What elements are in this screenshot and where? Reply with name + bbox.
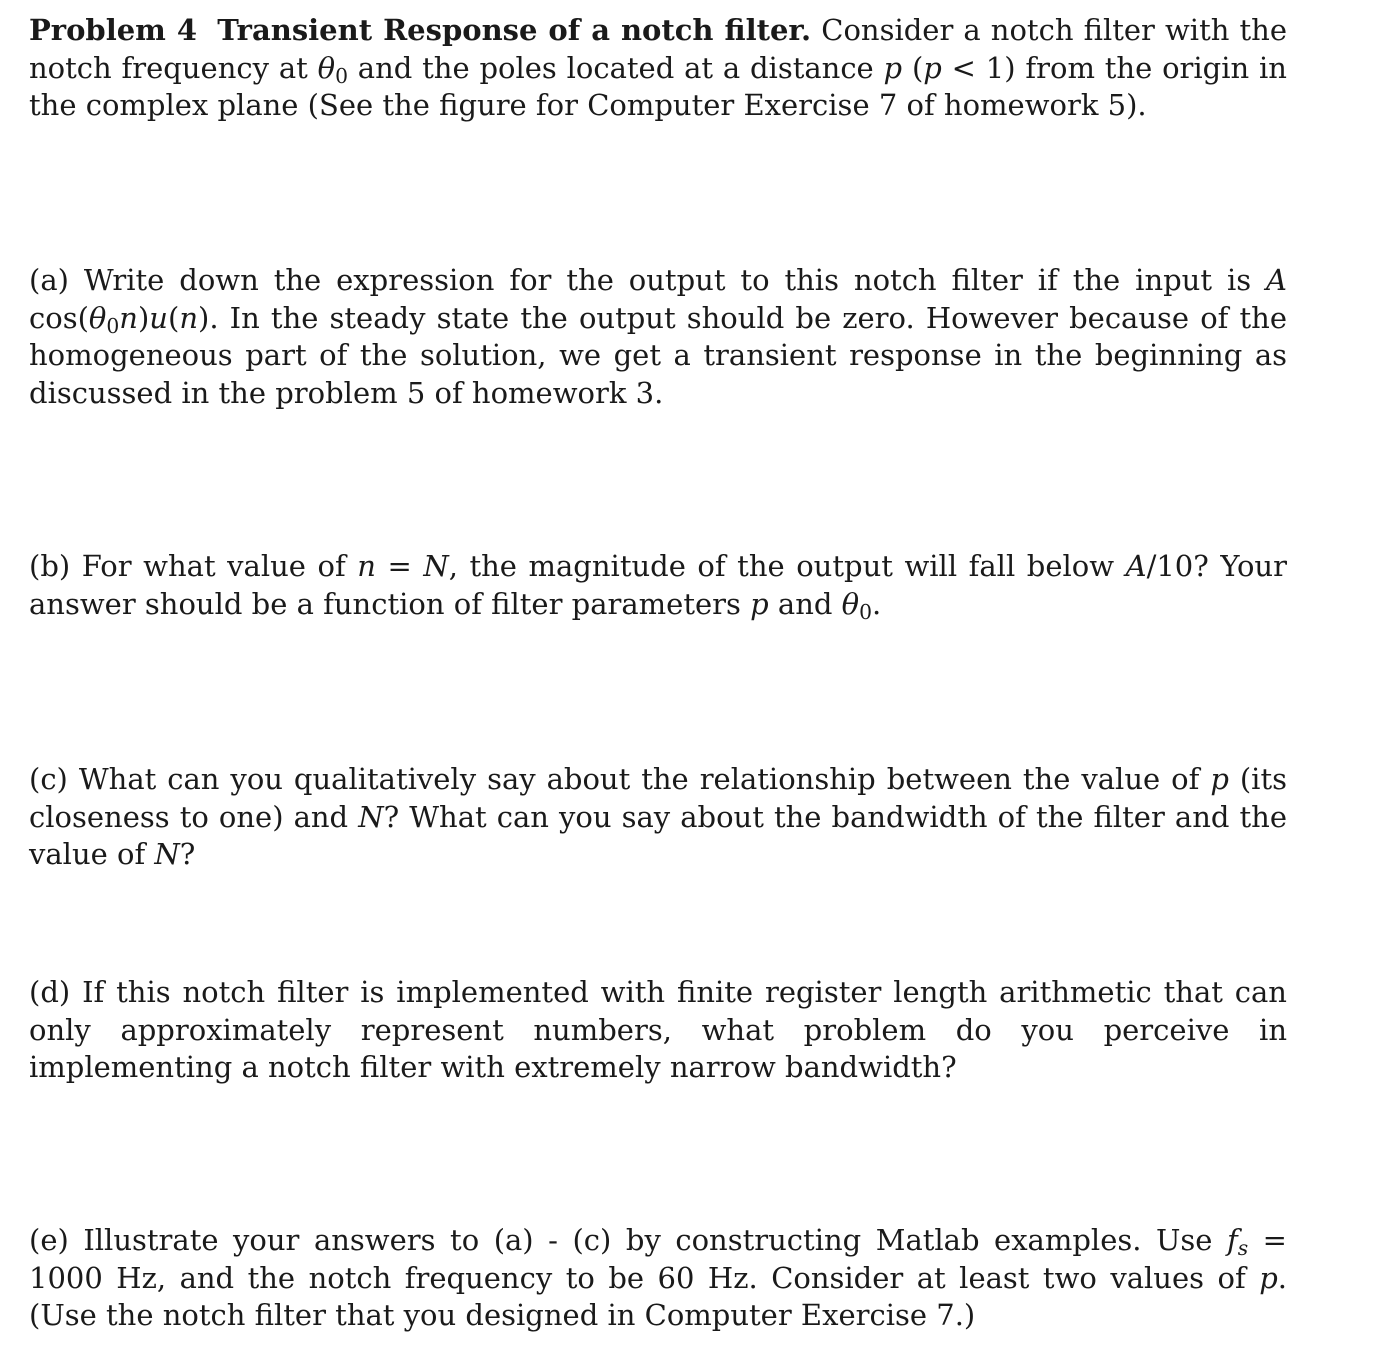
N-symbol: N (423, 549, 449, 583)
part-d-text: (d) If this notch filter is implemented with finite register length arithmetic that can only approximately represent numbers, what problem do you perceive in implementing a notch filter with extremely narrow bandwidth? (29, 975, 1287, 1084)
part-b-text: , the magnitude of the output will fall below (448, 549, 1126, 583)
part-a-text: . In the steady state the output should be zero. However because of the homogeneous part of the solution, we get a transient response in the beginning as discussed in the problem 5 of homework 3. (29, 300, 1287, 410)
part-b-text: and (768, 586, 842, 621)
problem-label: Problem 4 (29, 13, 198, 47)
p-symbol: p (1210, 762, 1229, 796)
part-e-text: (e) Illustrate your answers to (a) - (c) by constructing Matlab examples. Use (29, 1223, 1227, 1257)
p-symbol: p (750, 586, 769, 621)
p-symbol: p (923, 50, 942, 85)
subscript-zero: 0 (859, 599, 873, 624)
problem-statement (29, 12, 1287, 125)
paren: ) (198, 300, 210, 335)
part-a (29, 262, 1287, 412)
amplitude-symbol: A (1125, 549, 1147, 583)
part-b-text: (b) For what value of (29, 549, 358, 583)
n-symbol: n (179, 300, 198, 335)
equals-sign: = (375, 549, 424, 583)
intro-text: and the poles located at a distance (347, 50, 884, 85)
part-e-text: , and the notch frequency to be 60 Hz. Consider at least two values of (156, 1260, 1260, 1295)
sampling-freq-value: = 1000 Hz (29, 1223, 1287, 1295)
sampling-freq-symbol: f (1227, 1223, 1238, 1257)
part-b-text: ? Your answer should be a function of filter parameters (29, 549, 1287, 621)
n-symbol: n (119, 300, 138, 335)
part-b (29, 548, 1287, 623)
part-e-text: . (Use the notch filter that you designed in Computer Exercise 7.) (29, 1260, 1287, 1332)
paren: ( (167, 300, 180, 335)
part-a-text: (a) Write down the expression for the output to this notch filter if the input is (29, 263, 1267, 297)
theta-symbol: θ (841, 586, 860, 621)
divide-ten: /10 (1146, 549, 1194, 583)
part-c (29, 761, 1287, 874)
inequality: < 1) (941, 50, 1016, 85)
subscript-zero: 0 (106, 313, 120, 338)
intro-text: ( (902, 50, 924, 85)
question-mark: ? (179, 837, 196, 871)
intro-text: Consider a notch filter with the notch frequency at (29, 13, 1287, 85)
part-c-text: ? What can you say about the bandwidth of the filter and the value of (29, 799, 1287, 871)
period: . (872, 586, 882, 621)
p-symbol: p (1259, 1260, 1278, 1295)
intro-text: from the origin in the complex plane (See the figure for Computer Exercise 7 of homework 5). (29, 50, 1287, 122)
step-function-symbol: u (149, 300, 168, 335)
part-c-text: (its closeness to one) and (29, 762, 1287, 834)
amplitude-symbol: A (1266, 263, 1287, 297)
n-symbol: n (357, 549, 376, 583)
cos-function: cos( (29, 300, 89, 335)
paren: ) (137, 300, 150, 335)
theta-symbol: θ (88, 300, 107, 335)
subscript-zero: 0 (335, 63, 348, 88)
N-symbol: N (358, 799, 384, 834)
p-symbol: p (883, 50, 903, 85)
part-d (29, 974, 1287, 1087)
theta-symbol: θ (317, 50, 336, 85)
part-e (29, 1222, 1287, 1335)
N-symbol: N (154, 837, 180, 871)
problem-title: Transient Response of a notch filter. (217, 13, 812, 47)
subscript-s: s (1237, 1236, 1249, 1261)
part-c-text: (c) What can you qualitatively say about the relationship between the value of (29, 762, 1211, 796)
